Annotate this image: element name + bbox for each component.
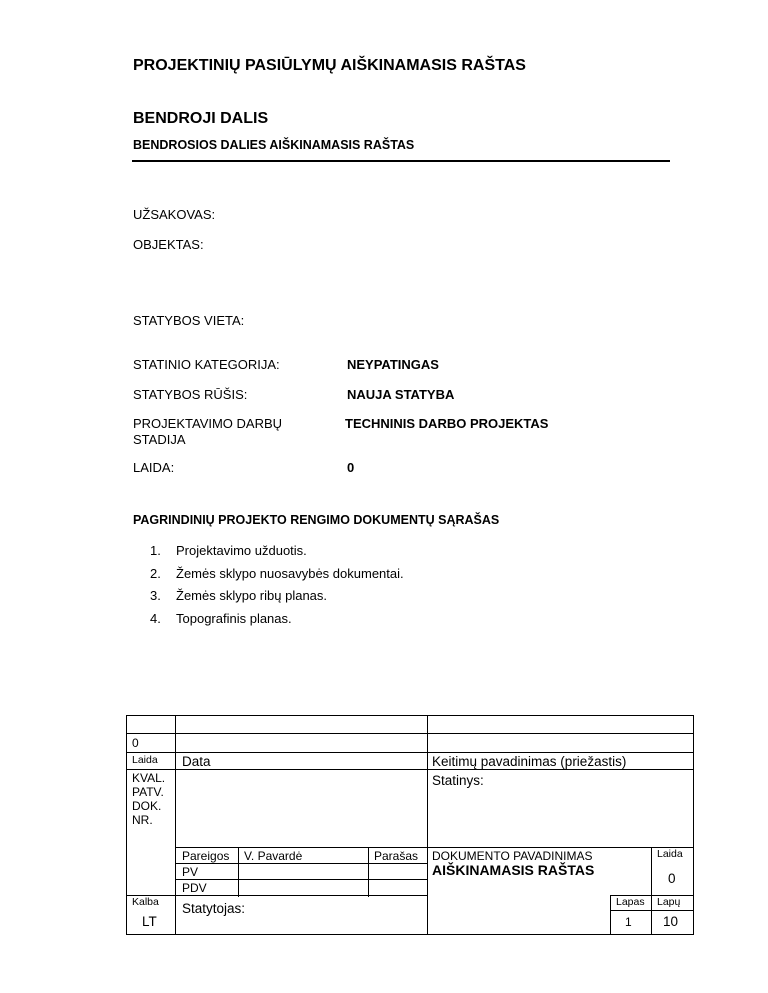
- changes-label: Keitimų pavadinimas (priežastis): [432, 754, 627, 769]
- language-label: Kalba: [132, 896, 159, 908]
- client-builder-label: Statytojas:: [182, 901, 246, 916]
- surname-header: V. Pavardė: [244, 849, 303, 863]
- list-item: 2. Žemės sklypo nuosavybės dokumentai.: [150, 565, 404, 581]
- signature-header: Parašas: [374, 849, 419, 863]
- position-header: Pareigos: [182, 849, 230, 863]
- sheets-total-value: 10: [663, 914, 679, 929]
- construction-type-label: STATYBOS RŪŠIS:: [133, 387, 248, 402]
- document-title: PROJEKTINIŲ PASIŪLYMŲ AIŠKINAMASIS RAŠTAS: [133, 57, 526, 74]
- header-divider: [132, 160, 670, 162]
- client-label: UŽSAKOVAS:: [133, 207, 216, 222]
- subsection-title: BENDROSIOS DALIES AIŠKINAMASIS RAŠTAS: [133, 138, 415, 152]
- pdv-label: PDV: [182, 881, 207, 895]
- sheets-total-label: Lapų: [657, 896, 681, 908]
- object-label: OBJEKTAS:: [133, 237, 204, 252]
- edition-value: 0: [347, 460, 355, 475]
- laida-right-value: 0: [668, 871, 676, 886]
- list-item: 4. Topografinis planas.: [150, 610, 292, 626]
- patv-label: PATV.: [132, 785, 164, 799]
- kval-label: KVAL.: [132, 771, 166, 785]
- design-stage-label-line2: STADIJA: [133, 432, 186, 447]
- date-label: Data: [182, 754, 211, 769]
- title-block: [126, 715, 694, 935]
- site-label: STATYBOS VIETA:: [133, 313, 245, 328]
- doc-name-value: AIŠKINAMASIS RAŠTAS: [432, 862, 595, 878]
- pv-label: PV: [182, 865, 199, 879]
- nr-label: NR.: [132, 813, 153, 827]
- list-item: 3. Žemės sklypo ribų planas.: [150, 588, 328, 603]
- edition-label: LAIDA:: [133, 460, 175, 475]
- design-stage-label-line1: PROJEKTAVIMO DARBŲ: [133, 416, 283, 431]
- list-item: 1. Projektavimo užduotis.: [150, 543, 307, 558]
- revision-value: 0: [132, 736, 139, 750]
- documents-list: [150, 542, 404, 632]
- category-label: STATINIO KATEGORIJA:: [133, 357, 280, 372]
- laida-right-label: Laida: [657, 848, 683, 860]
- doc-name-label: DOKUMENTO PAVADINIMAS: [432, 849, 593, 863]
- sheet-label: Lapas: [616, 896, 645, 908]
- building-label: Statinys:: [432, 773, 484, 788]
- dok-label: DOK.: [132, 799, 162, 813]
- design-stage-value: TECHNINIS DARBO PROJEKTAS: [345, 416, 549, 431]
- construction-type-value: NAUJA STATYBA: [347, 387, 455, 402]
- category-value: NEYPATINGAS: [347, 357, 439, 372]
- sheet-value: 1: [625, 915, 632, 929]
- language-value: LT: [142, 914, 157, 929]
- laida-label: Laida: [132, 754, 158, 766]
- documents-list-heading: PAGRINDINIŲ PROJEKTO RENGIMO DOKUMENTŲ SĄRAŠAS: [133, 513, 500, 527]
- section-title: BENDROJI DALIS: [133, 110, 269, 127]
